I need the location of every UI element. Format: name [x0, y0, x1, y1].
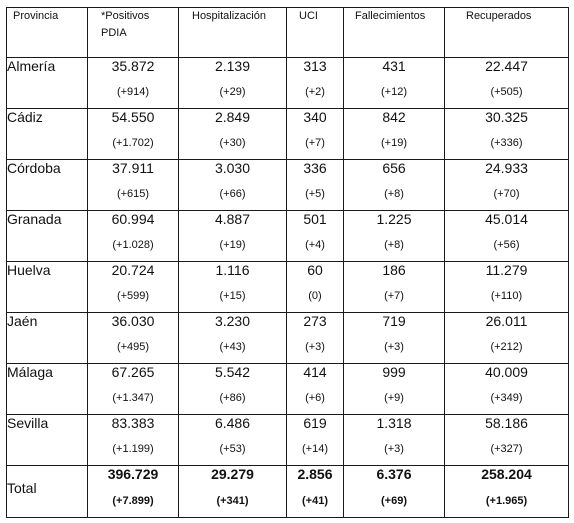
uci-cell — [287, 211, 344, 262]
recuperados-cell — [445, 364, 569, 415]
recuperados-cell — [445, 109, 569, 160]
hospitalizacion-delta: (+53) — [219, 443, 246, 455]
uci-cell — [287, 364, 344, 415]
positivos-value: 37.911 — [112, 160, 154, 176]
positivos-value: 83.383 — [111, 415, 155, 431]
uci-value: 619 — [303, 415, 327, 431]
positivos-value: 60.994 — [111, 211, 155, 227]
fallecimientos-cell — [344, 364, 445, 415]
fallecimientos-cell — [344, 109, 445, 160]
total-row — [7, 466, 569, 518]
recuperados-delta: (+212) — [490, 341, 523, 353]
recuperados-delta: (+505) — [490, 86, 523, 98]
fallecimientos-delta: (+3) — [384, 443, 404, 455]
recuperados-delta: (+56) — [493, 239, 520, 251]
fallecimientos-cell — [344, 262, 445, 313]
positivos-delta: (+1.702) — [112, 137, 154, 149]
fallecimientos-cell — [344, 211, 445, 262]
hospitalizacion-delta: (+43) — [219, 341, 246, 353]
total-uci-cell — [287, 466, 344, 518]
fallecimientos-delta: (+7) — [384, 290, 404, 302]
fallecimientos-delta: (+19) — [381, 137, 407, 149]
hospitalizacion-value: 2.139 — [214, 58, 251, 74]
province-name: Sevilla — [7, 415, 88, 466]
uci-delta: (+3) — [305, 341, 325, 353]
fallecimientos-cell — [344, 313, 445, 364]
total-hospitalizacion-value: 29.279 — [211, 466, 254, 482]
hospitalizacion-value: 6.486 — [214, 415, 251, 431]
uci-value: 414 — [303, 364, 327, 380]
hospitalizacion-cell — [179, 58, 287, 109]
positivos-cell — [88, 262, 179, 313]
recuperados-delta: (+327) — [490, 443, 523, 455]
province-name: Granada — [7, 211, 88, 262]
hospitalizacion-cell — [179, 109, 287, 160]
fallecimientos-delta: (+12) — [381, 86, 407, 98]
province-name: Almería — [7, 58, 88, 109]
hospitalizacion-delta: (+19) — [219, 239, 246, 251]
hospitalizacion-delta: (+29) — [219, 86, 246, 98]
uci-value: 501 — [303, 211, 327, 227]
fallecimientos-value: 186 — [382, 262, 406, 278]
hospitalizacion-delta: (+30) — [219, 137, 246, 149]
province-name: Huelva — [7, 262, 88, 313]
positivos-value: 36.030 — [111, 313, 155, 329]
recuperados-value: 45.014 — [485, 211, 528, 227]
positivos-value: 35.872 — [111, 58, 155, 74]
total-recuperados-value: 258.204 — [481, 466, 532, 482]
total-uci-delta: (+41) — [302, 495, 328, 507]
recuperados-value: 40.009 — [485, 364, 528, 380]
hospitalizacion-value: 3.230 — [214, 313, 251, 329]
uci-cell — [287, 160, 344, 211]
header-recuperados-label: Recuperados — [466, 10, 532, 22]
fallecimientos-delta: (+3) — [384, 341, 404, 353]
positivos-value: 67.265 — [111, 364, 155, 380]
header-provincia — [7, 8, 88, 58]
uci-value: 273 — [303, 313, 327, 329]
covid-province-table — [6, 7, 569, 518]
hospitalizacion-value: 2.849 — [214, 109, 251, 125]
fallecimientos-value: 656 — [382, 160, 406, 176]
province-name: Cádiz — [7, 109, 88, 160]
hospitalizacion-cell — [179, 262, 287, 313]
recuperados-cell — [445, 262, 569, 313]
positivos-delta: (+1.028) — [112, 239, 154, 251]
recuperados-cell — [445, 58, 569, 109]
uci-delta: (0) — [308, 290, 322, 302]
table-row — [7, 211, 569, 262]
uci-delta: (+7) — [305, 137, 325, 149]
header-positivos — [88, 8, 179, 58]
positivos-delta: (+1.347) — [112, 392, 154, 404]
header-uci-label: UCI — [299, 10, 318, 22]
total-positivos-delta: (+7.899) — [112, 495, 154, 507]
fallecimientos-value: 1.318 — [376, 415, 412, 431]
fallecimientos-delta: (+9) — [384, 392, 404, 404]
hospitalizacion-cell — [179, 313, 287, 364]
hospitalizacion-cell — [179, 364, 287, 415]
positivos-delta: (+914) — [116, 86, 150, 98]
total-positivos-cell — [88, 466, 179, 518]
recuperados-value: 24.933 — [485, 160, 528, 176]
uci-cell — [287, 415, 344, 466]
table-row — [7, 262, 569, 313]
total-fallecimientos-value: 6.376 — [376, 466, 412, 482]
fallecimientos-value: 842 — [382, 109, 406, 125]
hospitalizacion-delta: (+15) — [219, 290, 246, 302]
uci-cell — [287, 262, 344, 313]
table-row — [7, 109, 569, 160]
fallecimientos-cell — [344, 415, 445, 466]
uci-value: 340 — [303, 109, 327, 125]
header-row — [7, 8, 569, 58]
positivos-cell — [88, 58, 179, 109]
table-row — [7, 364, 569, 415]
uci-cell — [287, 109, 344, 160]
province-name: Córdoba — [7, 160, 88, 211]
total-hospitalizacion-delta: (+341) — [216, 495, 249, 507]
uci-cell — [287, 313, 344, 364]
uci-cell — [287, 58, 344, 109]
recuperados-value: 11.279 — [485, 262, 528, 278]
recuperados-delta: (+70) — [493, 188, 520, 200]
recuperados-delta: (+110) — [490, 290, 523, 302]
header-provincia-label: Provincia — [13, 10, 59, 22]
header-fallecimientos-label: Fallecimientos — [355, 10, 426, 22]
table-row — [7, 58, 569, 109]
positivos-delta: (+495) — [116, 341, 150, 353]
hospitalizacion-delta: (+66) — [219, 188, 246, 200]
recuperados-value: 58.186 — [485, 415, 528, 431]
province-name: Jaén — [7, 313, 88, 364]
recuperados-value: 26.011 — [485, 313, 528, 329]
uci-value: 60 — [307, 262, 323, 278]
positivos-cell — [88, 160, 179, 211]
uci-delta: (+6) — [305, 392, 325, 404]
fallecimientos-value: 999 — [382, 364, 406, 380]
total-recuperados-cell — [445, 466, 569, 518]
hospitalizacion-value: 3.030 — [214, 160, 251, 176]
positivos-delta: (+1.199) — [112, 443, 154, 455]
positivos-cell — [88, 109, 179, 160]
fallecimientos-cell — [344, 160, 445, 211]
header-hospitalizacion-label: Hospitalización — [192, 10, 266, 22]
total-positivos-value: 396.729 — [107, 466, 159, 482]
total-label: Total — [7, 466, 88, 518]
hospitalizacion-value: 4.887 — [214, 211, 251, 227]
header-uci — [287, 8, 344, 58]
recuperados-cell — [445, 313, 569, 364]
table-row — [7, 415, 569, 466]
uci-delta: (+14) — [302, 443, 328, 455]
positivos-cell — [88, 211, 179, 262]
recuperados-cell — [445, 415, 569, 466]
total-fallecimientos-delta: (+69) — [381, 495, 407, 507]
recuperados-cell — [445, 211, 569, 262]
hospitalizacion-cell — [179, 160, 287, 211]
province-name: Málaga — [7, 364, 88, 415]
hospitalizacion-cell — [179, 415, 287, 466]
hospitalizacion-value: 5.542 — [214, 364, 251, 380]
positivos-cell — [88, 313, 179, 364]
fallecimientos-delta: (+8) — [384, 188, 404, 200]
positivos-value: 20.724 — [111, 262, 155, 278]
uci-delta: (+5) — [305, 188, 325, 200]
positivos-cell — [88, 415, 179, 466]
table-row — [7, 160, 569, 211]
hospitalizacion-value: 1.116 — [215, 262, 250, 278]
fallecimientos-value: 431 — [382, 58, 406, 74]
fallecimientos-value: 1.225 — [376, 211, 412, 227]
positivos-delta: (+599) — [116, 290, 150, 302]
recuperados-delta: (+349) — [490, 392, 523, 404]
positivos-cell — [88, 364, 179, 415]
table-row — [7, 313, 569, 364]
fallecimientos-value: 719 — [382, 313, 406, 329]
uci-value: 336 — [303, 160, 327, 176]
uci-delta: (+4) — [305, 239, 325, 251]
header-fallecimientos — [344, 8, 445, 58]
header-hospitalizacion — [179, 8, 287, 58]
uci-value: 313 — [303, 58, 327, 74]
total-recuperados-delta: (+1.965) — [485, 495, 528, 507]
positivos-value: 54.550 — [111, 109, 155, 125]
uci-delta: (+2) — [305, 86, 325, 98]
hospitalizacion-delta: (+86) — [219, 392, 246, 404]
fallecimientos-delta: (+8) — [384, 239, 404, 251]
header-positivos-label: *Positivos — [101, 10, 150, 22]
recuperados-value: 30.325 — [485, 109, 528, 125]
fallecimientos-cell — [344, 58, 445, 109]
hospitalizacion-cell — [179, 211, 287, 262]
recuperados-cell — [445, 160, 569, 211]
total-hospitalizacion-cell — [179, 466, 287, 518]
header-recuperados — [445, 8, 569, 58]
recuperados-delta: (+336) — [490, 137, 523, 149]
header-positivos-sublabel: PDIA — [101, 27, 127, 39]
positivos-delta: (+615) — [116, 188, 150, 200]
total-fallecimientos-cell — [344, 466, 445, 518]
total-uci-value: 2.856 — [297, 466, 333, 482]
recuperados-value: 22.447 — [485, 58, 528, 74]
